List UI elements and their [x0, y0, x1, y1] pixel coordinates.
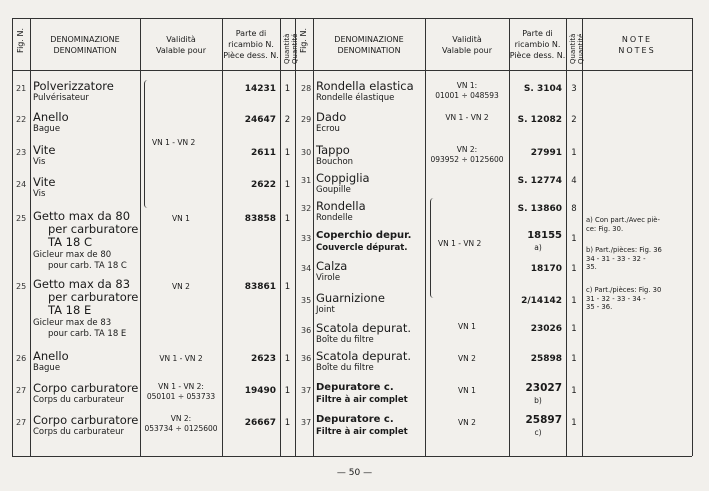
item-fr: Vis	[33, 157, 46, 167]
header-qty: Quantità Quantité	[283, 33, 299, 64]
validity: VN 1	[458, 386, 476, 395]
validity-range: 093952 ÷ 0125600	[430, 155, 504, 164]
part-number: S. 12774	[517, 176, 562, 186]
part-footnote: a)	[534, 243, 542, 252]
fig-number: 36	[301, 326, 312, 335]
fig-number: 25	[16, 214, 27, 223]
fig-number: 37	[301, 418, 312, 427]
fig-number: 27	[16, 418, 27, 427]
item-it: Calza	[316, 259, 348, 273]
validity: VN 2	[172, 282, 190, 291]
part-number: 26667	[244, 418, 276, 428]
fig-number: 28	[301, 84, 312, 93]
item-it: per carburatore	[48, 222, 139, 236]
fig-number: 32	[301, 204, 312, 213]
item-fr: Filtre à air complet	[316, 395, 408, 405]
part-number: 23026	[530, 324, 562, 334]
validity: VN 2	[458, 418, 476, 427]
quantity: 3	[571, 84, 577, 94]
part-number: 25897	[525, 414, 562, 426]
quantity: 1	[571, 354, 577, 364]
part-number: 14231	[244, 84, 276, 94]
item-it: Depuratore c.	[316, 382, 394, 393]
note-a: a) Con part./Avec piè- ce: Fig. 30.	[586, 216, 660, 233]
fig-number: 26	[16, 354, 27, 363]
validity: VN 2:	[456, 145, 478, 154]
item-fr: Boîte du filtre	[316, 335, 374, 345]
header-part-right: Parte di ricambio N. Pièce dess. N.	[509, 29, 566, 60]
validity: VN 1 - VN 2	[445, 113, 489, 122]
group-brace	[430, 198, 437, 298]
validity: VN 2	[458, 354, 476, 363]
header-denomination: DENOMINAZIONE DENOMINATION	[50, 35, 120, 55]
item-fr: Boîte du filtre	[316, 363, 374, 373]
item-it: Getto max da 80	[33, 209, 131, 223]
header-validity-right: Validità Valable pour	[442, 35, 492, 55]
fig-number: 25	[16, 282, 27, 291]
part-number: S. 12082	[517, 115, 562, 125]
part-number: 2/14142	[521, 296, 562, 306]
fig-number: 30	[301, 148, 312, 157]
validity: VN 1 - VN 2	[438, 239, 482, 248]
quantity: 4	[571, 176, 577, 186]
fig-number: 21	[16, 84, 27, 93]
part-number: 23027	[525, 382, 562, 394]
item-fr: Goupille	[316, 185, 351, 195]
validity-range: 050101 ÷ 053733	[146, 392, 216, 401]
page-number: — 50 —	[336, 468, 373, 478]
validity-range: 01001 ÷ 048593	[435, 91, 499, 100]
quantity: 1	[571, 296, 577, 306]
validity-range: 053734 ÷ 0125600	[144, 424, 218, 433]
header-validity: Validità Valable pour	[156, 35, 206, 55]
part-number: 25898	[530, 354, 562, 364]
part-footnote: b)	[534, 396, 542, 405]
item-it: Coperchio depur.	[316, 230, 412, 241]
quantity: 1	[571, 234, 577, 244]
group-brace	[144, 80, 151, 208]
item-it: Anello	[33, 349, 69, 363]
header-denomination-right: DENOMINAZIONE DENOMINATION	[334, 35, 404, 55]
quantity: 1	[571, 386, 577, 396]
part-number: 83858	[244, 214, 276, 224]
fig-number: 33	[301, 234, 312, 243]
item-fr: Gicleur max de 80	[33, 250, 112, 260]
validity: VN 1 - VN 2	[152, 138, 196, 147]
quantity: 1	[284, 180, 291, 190]
item-it: Getto max da 83	[33, 277, 131, 291]
item-fr: Pulvérisateur	[33, 93, 89, 103]
item-it: TA 18 E	[48, 303, 92, 317]
part-footnote: c)	[534, 428, 542, 437]
quantity: 1	[571, 324, 577, 334]
item-fr: Filtre à air complet	[316, 427, 408, 437]
item-fr: Gicleur max de 83	[33, 318, 112, 328]
part-number: 18155	[527, 230, 562, 241]
validity: VN 1	[458, 322, 476, 331]
fig-number: 35	[301, 296, 312, 305]
item-it: per carburatore	[48, 290, 139, 304]
item-it: Dado	[316, 110, 347, 124]
part-number: 2622	[250, 180, 276, 190]
validity: VN 1:	[456, 81, 478, 90]
fig-number: 37	[301, 386, 312, 395]
part-number: 18170	[530, 264, 562, 274]
quantity: 2	[571, 115, 577, 125]
quantity: 1	[284, 418, 291, 428]
validity: VN 1	[172, 214, 190, 223]
quantity: 1	[284, 354, 291, 364]
quantity: 1	[284, 84, 291, 94]
item-it: TA 18 C	[48, 235, 92, 249]
part-number: 24647	[244, 115, 276, 125]
part-number: 2623	[250, 354, 276, 364]
note-c: c) Part./pièces: Fig. 30 31 - 32 - 33 - 34 - 35 - 36.	[586, 286, 662, 311]
item-it: Depuratore c.	[316, 414, 394, 425]
header-fig-right: Fig. N.	[299, 28, 308, 53]
item-fr: Joint	[316, 305, 335, 315]
parts-table	[12, 18, 692, 456]
item-it: Rondella	[316, 199, 366, 213]
note-b: b) Part./pièces: Fig. 36 34 - 31 - 33 - 32 - 35.	[586, 246, 662, 271]
part-number: S. 13860	[517, 204, 562, 214]
item-fr: Virole	[316, 273, 341, 283]
quantity: 2	[284, 115, 291, 125]
fig-number: 31	[301, 176, 312, 185]
fig-number: 29	[301, 115, 312, 124]
item-fr: Couvercle dépurat.	[316, 243, 408, 253]
part-number: 2611	[250, 148, 276, 158]
item-fr: Bague	[33, 124, 61, 134]
quantity: 1	[571, 148, 577, 158]
fig-number: 27	[16, 386, 27, 395]
fig-number: 24	[16, 180, 27, 189]
item-it: Tappo	[316, 143, 350, 157]
quantity: 8	[571, 204, 577, 214]
item-it: Corpo carburatore	[33, 381, 139, 395]
part-number: 83861	[244, 282, 276, 292]
item-it: Guarnizione	[316, 291, 385, 305]
part-number: 19490	[244, 386, 276, 396]
quantity: 1	[571, 264, 577, 274]
item-fr: Corps du carburateur	[33, 395, 124, 405]
item-it: Scatola depurat.	[316, 349, 412, 363]
fig-number: 23	[16, 148, 27, 157]
item-fr: Corps du carburateur	[33, 427, 124, 437]
item-fr: Rondelle élastique	[316, 93, 395, 103]
item-fr: Bouchon	[316, 157, 354, 167]
header-notes: NOTE NOTES	[618, 35, 656, 55]
validity: VN 1 - VN 2:	[158, 382, 204, 391]
item-fr: Bague	[33, 363, 61, 373]
item-it: Scatola depurat.	[316, 321, 412, 335]
quantity: 1	[284, 386, 291, 396]
quantity: 1	[571, 418, 577, 428]
item-it: Vite	[33, 143, 56, 157]
item-it: Anello	[33, 110, 69, 124]
fig-number: 34	[301, 264, 312, 273]
item-it: Rondella elastica	[316, 79, 414, 93]
item-fr: Vis	[33, 189, 46, 199]
validity: VN 1 - VN 2	[159, 354, 203, 363]
header-part: Parte di ricambio N. Pièce dess. N.	[223, 29, 279, 60]
validity: VN 2:	[170, 414, 192, 423]
quantity: 1	[284, 282, 291, 292]
item-fr: pour carb. TA 18 C	[48, 261, 127, 271]
quantity: 1	[284, 214, 291, 224]
item-it: Polverizzatore	[33, 79, 114, 93]
item-it: Coppiglia	[316, 171, 370, 185]
item-it: Corpo carburatore	[33, 413, 139, 427]
header-fig: Fig. N.	[16, 28, 25, 53]
item-fr: pour carb. TA 18 E	[48, 329, 127, 339]
part-number: 27991	[530, 148, 562, 158]
quantity: 1	[284, 148, 291, 158]
item-it: Vite	[33, 175, 56, 189]
item-fr: Rondelle	[316, 213, 353, 223]
fig-number: 36	[301, 354, 312, 363]
header-qty-right: Quantità Quantité	[569, 33, 585, 64]
item-fr: Ecrou	[316, 124, 340, 134]
part-number: S. 3104	[523, 84, 562, 94]
fig-number: 22	[16, 115, 27, 124]
